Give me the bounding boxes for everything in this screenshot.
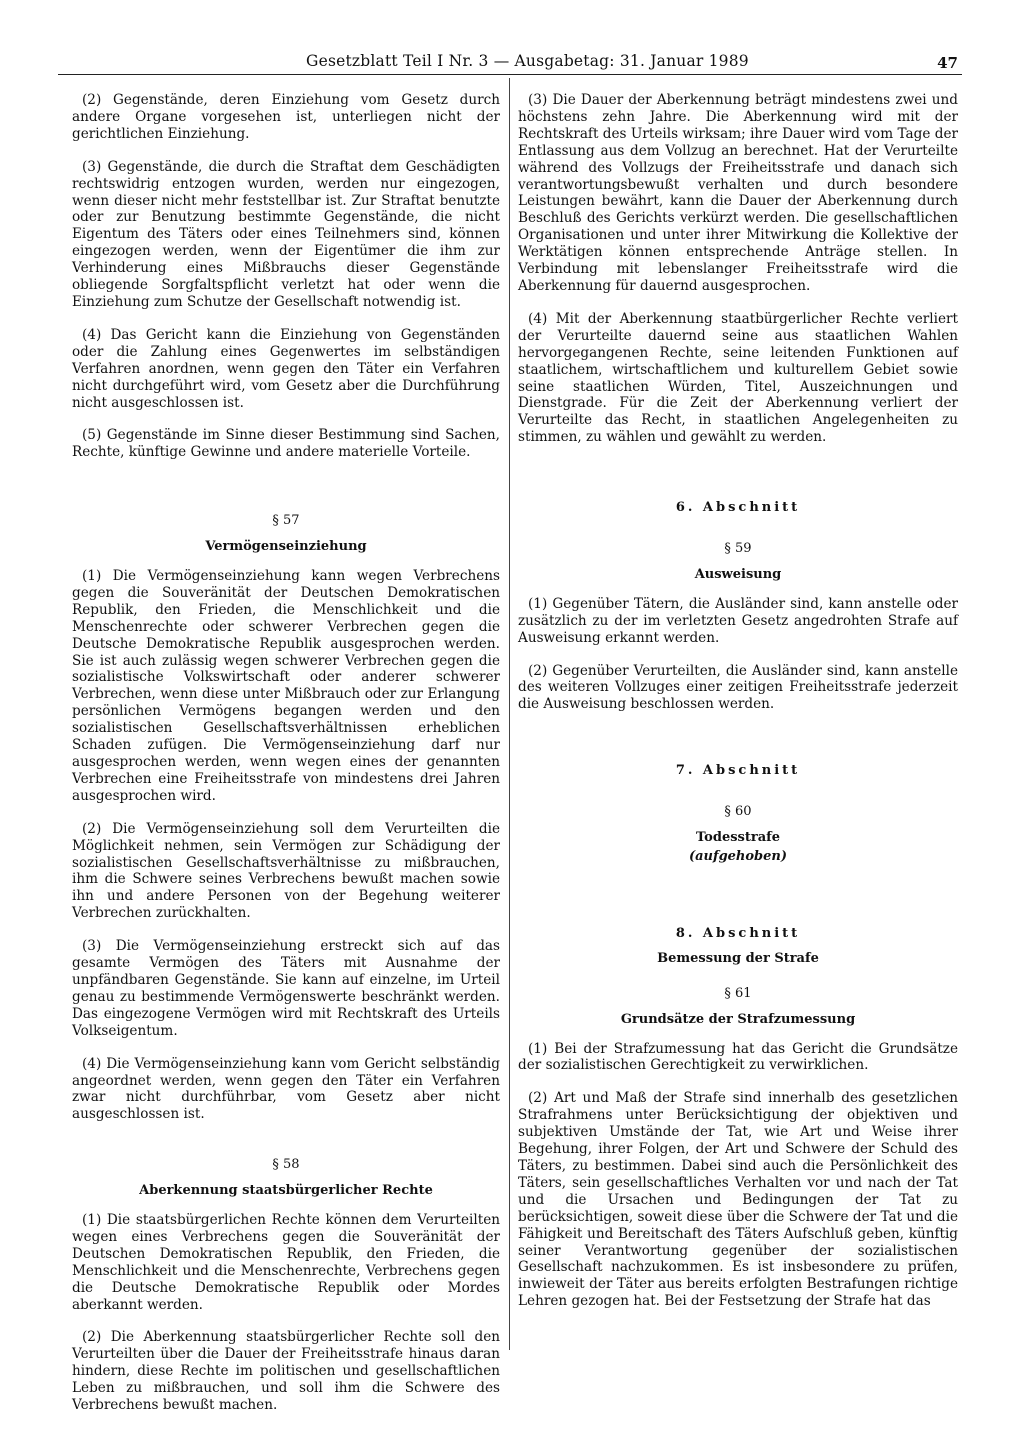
section-61-title: Grundsätze der Strafzumessung: [620, 1011, 856, 1027]
section-58-number: § 58: [272, 1157, 300, 1173]
paragraph-61-2: (2) Art und Maß der Strafe sind innerhalb des gesetzlichen Strafrahmens unter Berücksichtigung der objektiven und subjektiven Umstände der Tat, wie Art und Weise ihrer Begehung, ihrer Folgen, der Art und Schwere der Schuld des Täters, zu bestimmen. Dabei sind auch die Persönlichkeit des Täters, sein gesellschaftliches Verhalten vor und nach der Tat und die Ursachen und Bedingungen der Tat zu berücksichtigen, soweit diese über die Schwere der Tat und die Fähigkeit und Bereitschaft des Täters Aufschluß geben, künftig seiner Verantwortung gegenüber der sozialistischen Gesellschaft nachzukommen. Es ist insbesondere zu prüfen, inwieweit der Täter aus bereits erfolgten Bestrafungen richtige Lehren gezogen hat. Bei der Festsetzung der Strafe hat das: [518, 1090, 958, 1310]
abschnitt-6-heading: 6. Abschnitt: [675, 500, 801, 516]
paragraph-58-1: (1) Die staatsbürgerlichen Rechte können dem Verurteilten wegen eines Verbrechens gegen die Souveränität der Deutschen Demokratischen Republik, den Frieden, die Menschlichkeit und die Menschenrechte, Verbrechens gegen die Deutsche Demokratische Republik oder Mordes aberkannt werden.: [72, 1212, 500, 1313]
column-divider: [509, 78, 510, 1350]
paragraph-61-1: (1) Bei der Strafzumessung hat das Gericht die Grundsätze der sozialistischen Gerechtigkeit zu verwirklichen.: [518, 1040, 958, 1074]
section-57-number: § 57: [272, 513, 300, 529]
section-59-number: § 59: [724, 541, 752, 557]
paragraph-57-1: (1) Die Vermögenseinziehung kann wegen Verbrechens gegen die Souveränität der Deutschen Demokratischen Republik, den Frieden, die Menschlichkeit und die Menschenrechte oder schwerer Verbrechen gegen die Deutsche Demokratische Republik ausgesprochen werden. Sie ist auch zulässig wegen schwerer Verbrechen gegen die sozialistische Volkswirtschaft oder anderer schwerer Verbrechen, wenn diese unter Mißbrauch oder zur Erlangung persönlichen Vermögens begangen werden und den sozialistischen Gesellschaftsverhältnissen erheblichen Schaden zufügen. Die Vermögenseinziehung darf nur ausgesprochen werden, wenn wegen eines der genannten Verbrechen eine Freiheitsstrafe von mindestens drei Jahren ausgesprochen wird.: [72, 568, 500, 804]
page-header: [58, 44, 962, 75]
paragraph-57-3: (3) Die Vermögenseinziehung erstreckt sich auf das gesamte Vermögen des Täters mit Ausnahme der unpfändbaren Gegenstände. Sie kann auf einzelne, im Urteil genau zu bestimmende Vermögenswerte beschränkt werden. Das eingezogene Vermögen wird mit Rechtskraft des Urteils Volkseigentum.: [72, 938, 500, 1039]
abschnitt-8-heading: 8. Abschnitt: [675, 925, 801, 941]
left-column: [72, 92, 500, 1430]
section-59-title: Ausweisung: [694, 566, 782, 582]
right-column: [518, 92, 958, 1326]
abschnitt-7-heading: 7. Abschnitt: [675, 763, 801, 779]
paragraph-59-1: (1) Gegenüber Tätern, die Ausländer sind, kann anstelle oder zusätzlich zu der im verletzten Gesetz angedrohten Strafe auf Ausweisung erkannt werden.: [518, 595, 958, 646]
paragraph-59-2: (2) Gegenüber Verurteilten, die Ausländer sind, kann anstelle des weiteren Vollzuges einer zeitigen Freiheitsstrafe jederzeit die Ausweisung beschlossen werden.: [518, 662, 958, 713]
paragraph-56-3: (3) Gegenstände, die durch die Straftat dem Geschädigten rechtswidrig entzogen wurden, werden nur eingezogen, wenn dieser nicht mehr feststellbar ist. Zur Straftat benutzte oder zur Benutzung bestimmte Gegenstände, die nicht Eigentum des Täters oder eines Teilnehmers sind, können eingezogen werden, wenn der Eigentümer die ihm zur Verhinderung eines Mißbrauchs dieser Gegenstände obliegende Sorgfaltspflicht verletzt hat oder wenn die Einziehung zum Schutze der Gesellschaft notwendig ist.: [72, 158, 500, 310]
paragraph-57-4: (4) Die Vermögenseinziehung kann vom Gericht selbständig angeordnet werden, wenn gegen den Täter ein Verfahren zwar nicht durchführbar, vom Gesetz aber nicht ausgeschlossen ist.: [72, 1055, 500, 1123]
paragraph-56-5: (5) Gegenstände im Sinne dieser Bestimmung sind Sachen, Rechte, künftige Gewinne und andere materielle Vorteile.: [72, 427, 500, 461]
paragraph-57-2: (2) Die Vermögenseinziehung soll dem Verurteilten die Möglichkeit nehmen, sein Vermögen zur Schädigung der sozialistischen Gesellschaftsverhältnisse zu mißbrauchen, ihm die Schwere seines Verbrechens bewußt machen sowie ihn und andere Personen von der Begehung weiterer Verbrechen zurückhalten.: [72, 820, 500, 922]
section-60-repealed-note: (aufgehoben): [688, 849, 788, 864]
section-60-title: Todesstrafe: [696, 830, 780, 846]
header-title: Gesetzblatt Teil I Nr. 3 — Ausgabetag: 31. Januar 1989: [306, 52, 749, 70]
paragraph-56-2: (2) Gegenstände, deren Einziehung vom Gesetz durch andere Organe vorgesehen ist, unterliegen nicht der gerichtlichen Einziehung.: [72, 92, 500, 142]
page-number: 47: [937, 54, 958, 72]
section-58-title: Aberkennung staatsbürgerlicher Rechte: [139, 1183, 433, 1199]
section-57-title: Vermögenseinziehung: [205, 539, 367, 555]
paragraph-58-3: (3) Die Dauer der Aberkennung beträgt mindestens zwei und höchstens zehn Jahre. Die Aberkennung wird mit der Rechtskraft des Urteils wirksam; ihre Dauer wird vom Tage der Entlassung aus dem Vollzug an berechnet. Hat der Verurteilte während des Vollzugs der Freiheitsstrafe und danach sich verantwortungsbewußt verhalten und durch besondere Leistungen bewährt, kann die Dauer der Aberkennung durch Beschluß des Gerichts verkürzt werden. Die gesellschaftlichen Organisationen und unter ihrer Mitwirkung die Kollektive der Werktätigen können entsprechende Anträge stellen. In Verbindung mit lebenslanger Freiheitsstrafe wird die Aberkennung für dauernd ausgesprochen.: [518, 92, 958, 294]
paragraph-58-4: (4) Mit der Aberkennung staatbürgerlicher Rechte verliert der Verurteilte dauernd seine aus staatlichen Wahlen hervorgegangenen Rechte, seine leitenden Funktionen auf staatlichem, wirtschaftlichem und kulturellem Gebiet sowie seine staatlichen Würden, Titel, Auszeichnungen und Dienstgrade. Für die Zeit der Aberkennung verliert der Verurteilte das Recht, in staatlichen Angelegenheiten zu stimmen, zu wählen und gewählt zu werden.: [518, 310, 958, 446]
section-61-number: § 61: [724, 985, 752, 1001]
abschnitt-8-title: Bemessung der Strafe: [657, 950, 819, 966]
paragraph-56-4: (4) Das Gericht kann die Einziehung von Gegenständen oder die Zahlung eines Gegenwertes im selbständigen Verfahren anordnen, wenn gegen den Täter ein Verfahren nicht durchgeführt wird, vom Gesetz aber die Durchführung nicht ausgeschlossen ist.: [72, 326, 500, 411]
section-60-number: § 60: [724, 804, 752, 820]
paragraph-58-2: (2) Die Aberkennung staatsbürgerlicher Rechte soll den Verurteilten über die Dauer der Freiheitsstrafe hinaus daran hindern, diese Rechte im politischen und gesellschaftlichen Leben zu mißbrauchen, und soll ihm die Schwere des Verbrechens bewußt machen.: [72, 1329, 500, 1414]
